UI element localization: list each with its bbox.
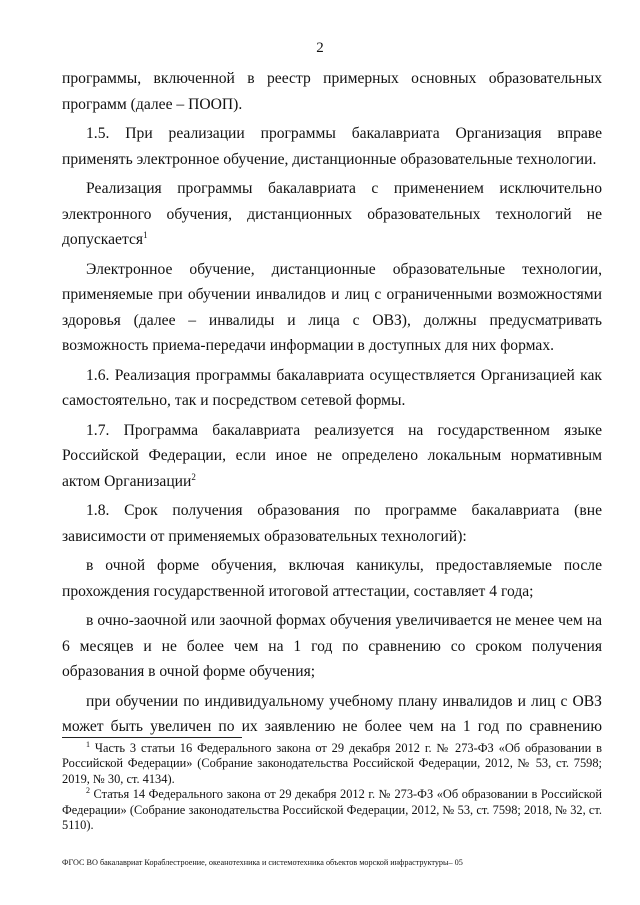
page-number: 2: [316, 40, 324, 56]
footnote-divider: [62, 737, 242, 738]
paragraph-ovz-elearning: Электронное обучение, дистанционные образовательные технологии, применяемые при обучении инвалидов и лиц с ограниченными возможностями здоровья (далее – инвалиды и лица с ОВЗ), должны предусматривать возможность приема-передачи информации в доступных для них формах.: [62, 260, 602, 354]
footnote-1: $^1$ Часть 3 статьи 16 Федерального закона от 29 декабря 2012 г. № 273-ФЗ «Об образовании в Российской Федерации» (Собрание законодательства Российской Федерации, 2012, № 53, ст. 7598; 2019, № 30, ст. 4134).: [62, 739, 602, 786]
paragraph-full-time: в очной форме обучения, включая каникулы, предоставляемые после прохождения государственной итоговой аттестации, составляет 4 года;: [62, 557, 602, 600]
paragraph-part-time: в очно-заочной или заочной формах обучения увеличивается не менее чем на 6 месяцев и не более чем на 1 год по сравнению со сроком получения образования в очной форме обучения;: [62, 612, 602, 680]
paragraph-1-5: 1.5. При реализации программы бакалавриата Организация вправе применять электронное обучение, дистанционные образовательные технологии.: [62, 125, 602, 168]
document-footer: ФГОС ВО бакалавриат Кораблестроение, океанотехника и системотехника объектов морской инфраструктуры– 05: [62, 858, 463, 867]
document-body: [62, 66, 602, 744]
paragraph-1-7: 1.7. Программа бакалавриата реализуется на государственном языке Российской Федерации, если иное не определено локальным нормативным актом Организации$^2$: [62, 421, 602, 490]
paragraph-1-6: 1.6. Реализация программы бакалавриата осуществляется Организацией как самостоятельно, так и посредством сетевой формы.: [62, 366, 602, 409]
paragraph-individual-plan: при обучении по индивидуальному учебному плану инвалидов и лиц с ОВЗ может быть увеличен по их заявлению не более чем на 1 год по сравнению: [62, 692, 602, 735]
paragraph-poop-continuation: программы, включенной в реестр примерных основных образовательных программ (далее – ПООП).: [62, 70, 602, 113]
footnote-mark-1: 1: [86, 739, 90, 749]
footnote-ref-2: 2: [191, 471, 196, 482]
footnote-2: $^2$ Статья 14 Федерального закона от 29 декабря 2012 г. № 273-ФЗ «Об образовании в Российской Федерации» (Собрание законодательства Российской Федерации, 2012, № 53, ст. 7598; 2018, № 32, ст. 5110).: [62, 786, 602, 833]
paragraph-1-8: 1.8. Срок получения образования по программе бакалавриата (вне зависимости от применяемых образовательных технологий):: [62, 502, 602, 545]
footnote-ref-1: 1: [143, 229, 148, 240]
footnote-mark-2: 2: [86, 786, 90, 796]
paragraph-elearning-restriction: Реализация программы бакалавриата с применением исключительно электронного обучения, дистанционных образовательных технологий не допускается$^1$: [62, 180, 602, 248]
footnotes: [62, 741, 602, 833]
